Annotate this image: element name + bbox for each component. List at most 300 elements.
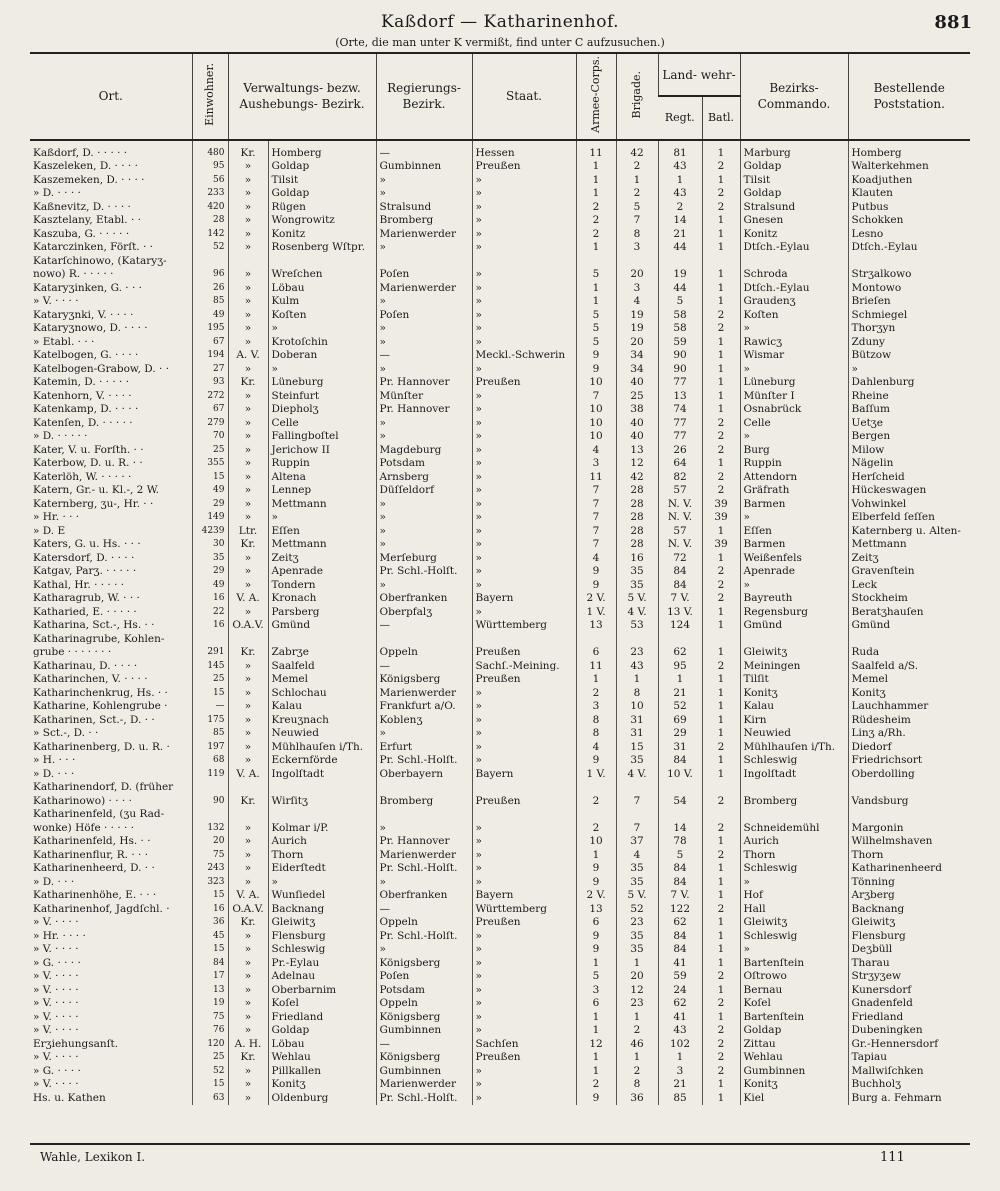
einwohner-cell: 90	[192, 795, 228, 809]
table-row	[30, 295, 970, 309]
armee-cell: 11	[576, 471, 616, 485]
bezirk-cell: Lennep	[268, 484, 376, 498]
table-row	[30, 781, 970, 795]
poststation-cell: Arʒberg	[848, 889, 970, 903]
regt-cell: 21	[658, 1078, 702, 1092]
ort-cell: » G. · · · ·	[33, 1064, 81, 1077]
bezirk-cell: »	[268, 322, 376, 336]
brigade-cell: 40	[616, 417, 658, 431]
brigade-cell: 35	[616, 565, 658, 579]
brigade-cell: 31	[616, 727, 658, 741]
poststation-cell: Bergen	[848, 430, 970, 444]
bezirk-type-cell: »	[228, 1024, 268, 1038]
col-einwohner	[192, 53, 228, 140]
bezirk-type-cell: »	[228, 687, 268, 701]
brigade-cell	[616, 255, 658, 269]
einwohner-cell: 272	[192, 390, 228, 404]
armee-cell: 7	[576, 484, 616, 498]
staat-cell: »	[472, 822, 576, 836]
regierung-cell	[376, 255, 472, 269]
table-row	[30, 228, 970, 242]
regierung-cell: Arnsberg	[376, 471, 472, 485]
staat-cell: Württemberg	[472, 903, 576, 917]
regt-cell: 77	[658, 376, 702, 390]
staat-cell	[472, 633, 576, 647]
bezirk-cell: »	[268, 876, 376, 890]
ort-cell: Kaßnevitz, D. · · · ·	[33, 200, 131, 213]
bezirk-type-cell: »	[228, 511, 268, 525]
staat-cell: Preußen	[472, 1051, 576, 1065]
commando-cell: Kiel	[740, 1092, 848, 1106]
commando-cell: »	[740, 363, 848, 377]
commando-cell: Barmen	[740, 498, 848, 512]
commando-cell: Thorn	[740, 849, 848, 863]
commando-cell	[740, 781, 848, 795]
armee-cell: 11	[576, 140, 616, 161]
regt-cell: 82	[658, 471, 702, 485]
ort-cell: Katharinenhof, Jagdſchl. ·	[33, 902, 170, 915]
poststation-cell: Katharinenheerd	[848, 862, 970, 876]
poststation-cell: Oberdolling	[848, 768, 970, 782]
batl-cell: 2	[702, 1065, 740, 1079]
poststation-cell: Bützow	[848, 349, 970, 363]
table-row	[30, 1038, 970, 1052]
bezirk-type-cell: »	[228, 957, 268, 971]
bezirk-type-cell: »	[228, 876, 268, 890]
bezirk-type-cell: »	[228, 1078, 268, 1092]
regierung-cell: Oppeln	[376, 997, 472, 1011]
regt-cell: 62	[658, 997, 702, 1011]
batl-cell: 1	[702, 241, 740, 255]
bezirk-cell: Altena	[268, 471, 376, 485]
bezirk-cell: Wirſitʒ	[268, 795, 376, 809]
ort-cell: Kaszeleken, D. · · · ·	[33, 160, 138, 173]
poststation-cell: Schmiegel	[848, 309, 970, 323]
ort-cell: » H. · · ·	[33, 754, 76, 767]
bezirk-cell: Zeitʒ	[268, 552, 376, 566]
table-row	[30, 1051, 970, 1065]
staat-cell: »	[472, 1011, 576, 1025]
regt-cell: 1	[658, 174, 702, 188]
table-row	[30, 660, 970, 674]
bezirk-cell: Lüneburg	[268, 376, 376, 390]
brigade-cell: 10	[616, 700, 658, 714]
poststation-cell: Strʒalkowo	[848, 268, 970, 282]
armee-cell: 2	[576, 687, 616, 701]
batl-cell: 1	[702, 174, 740, 188]
ort-cell: Katharinowo) · · · ·	[33, 794, 132, 807]
table-row	[30, 1092, 970, 1106]
einwohner-cell: 16	[192, 903, 228, 917]
einwohner-cell: 15	[192, 889, 228, 903]
regt-cell: N. V.	[658, 538, 702, 552]
bezirk-cell: Löbau	[268, 1038, 376, 1052]
einwohner-cell: 4239	[192, 525, 228, 539]
armee-cell: 9	[576, 876, 616, 890]
ort-cell: » Hr. · · · ·	[33, 929, 86, 942]
brigade-cell: 5 V.	[616, 889, 658, 903]
ort-cell: Katarſchinowo, (Kataryʒ-	[33, 254, 167, 267]
col-brigade	[616, 53, 658, 140]
staat-cell: »	[472, 363, 576, 377]
einwohner-cell: 19	[192, 997, 228, 1011]
armee-cell: 6	[576, 916, 616, 930]
armee-cell: 6	[576, 997, 616, 1011]
regierung-cell: Pr. Schl.-Holſt.	[376, 930, 472, 944]
einwohner-cell: 93	[192, 376, 228, 390]
col-einwohner-label: Einwohner.	[203, 62, 216, 126]
regt-cell: 90	[658, 349, 702, 363]
bezirk-cell: Konitʒ	[268, 1078, 376, 1092]
regt-cell: 1	[658, 1051, 702, 1065]
regt-cell: 84	[658, 565, 702, 579]
bezirk-type-cell: »	[228, 498, 268, 512]
batl-cell: 1	[702, 862, 740, 876]
regierung-cell	[376, 781, 472, 795]
regierung-cell: Gumbinnen	[376, 1024, 472, 1038]
einwohner-cell: 95	[192, 160, 228, 174]
bezirk-cell: Aurich	[268, 835, 376, 849]
einwohner-cell: 75	[192, 1011, 228, 1025]
batl-cell: 1	[702, 957, 740, 971]
bezirk-cell: Oberbarnim	[268, 984, 376, 998]
staat-cell: »	[472, 444, 576, 458]
bezirk-type-cell: »	[228, 214, 268, 228]
bezirk-type-cell: V. A.	[228, 768, 268, 782]
armee-cell: 4	[576, 444, 616, 458]
regierung-cell: Königsberg	[376, 1011, 472, 1025]
bezirk-cell: Backnang	[268, 903, 376, 917]
armee-cell: 8	[576, 727, 616, 741]
batl-cell: 1	[702, 525, 740, 539]
regt-cell: 29	[658, 727, 702, 741]
regt-cell	[658, 781, 702, 795]
bezirk-cell: Goldap	[268, 160, 376, 174]
einwohner-cell: 26	[192, 282, 228, 296]
staat-cell: Preußen	[472, 673, 576, 687]
armee-cell: 9	[576, 363, 616, 377]
page-title: Kaßdorf — Katharinenhof.	[380, 12, 620, 32]
batl-cell: 2	[702, 903, 740, 917]
staat-cell: Sachſen	[472, 1038, 576, 1052]
einwohner-cell: 52	[192, 1065, 228, 1079]
commando-cell: Tilſit	[740, 673, 848, 687]
armee-cell: 9	[576, 565, 616, 579]
col-bezirks: Bezirks- Commando.	[740, 53, 848, 140]
ort-cell: » Etabl. · · ·	[33, 335, 95, 348]
bezirk-cell: Rügen	[268, 201, 376, 215]
einwohner-cell: 120	[192, 1038, 228, 1052]
bezirk-type-cell: Kr.	[228, 1051, 268, 1065]
einwohner-cell: 22	[192, 606, 228, 620]
regierung-cell: Königsberg	[376, 1051, 472, 1065]
bezirk-type-cell: »	[228, 201, 268, 215]
einwohner-cell: 25	[192, 673, 228, 687]
table-row	[30, 579, 970, 593]
poststation-cell: Putbus	[848, 201, 970, 215]
bezirk-type-cell: »	[228, 943, 268, 957]
table-row	[30, 1078, 970, 1092]
regierung-cell: Frankfurt a/O.	[376, 700, 472, 714]
poststation-cell: Katernberg u. Alten-	[848, 525, 970, 539]
bezirk-type-cell: »	[228, 187, 268, 201]
staat-cell: »	[472, 700, 576, 714]
staat-cell: Sachſ.-Meining.	[472, 660, 576, 674]
ort-cell: Katharinendorf, D. (früher	[33, 781, 174, 794]
regierung-cell: Königsberg	[376, 673, 472, 687]
einwohner-cell: 194	[192, 349, 228, 363]
regt-cell: 78	[658, 835, 702, 849]
table-row	[30, 525, 970, 539]
staat-cell: »	[472, 876, 576, 890]
commando-cell: Regensburg	[740, 606, 848, 620]
ort-cell: Kathal, Hr. · · · · ·	[33, 578, 125, 591]
regt-cell: N. V.	[658, 498, 702, 512]
bezirk-type-cell: Kr.	[228, 646, 268, 660]
staat-cell: »	[472, 997, 576, 1011]
poststation-cell	[848, 781, 970, 795]
table-row	[30, 174, 970, 188]
regt-cell: 77	[658, 430, 702, 444]
poststation-cell: Rheine	[848, 390, 970, 404]
regt-cell: 43	[658, 187, 702, 201]
regierung-cell: Marienwerder	[376, 1078, 472, 1092]
brigade-cell: 8	[616, 228, 658, 242]
einwohner-cell: 15	[192, 1078, 228, 1092]
poststation-cell: Konitʒ	[848, 687, 970, 701]
bezirk-cell: Wongrowitz	[268, 214, 376, 228]
poststation-cell: Gmünd	[848, 619, 970, 633]
col-regt: Regt.	[658, 96, 702, 139]
bezirk-type-cell	[228, 781, 268, 795]
poststation-cell: Elberfeld ſeſſen	[848, 511, 970, 525]
armee-cell: 2	[576, 822, 616, 836]
register-table	[30, 52, 970, 1105]
poststation-cell	[848, 808, 970, 822]
ort-cell: Kataryʒinken, G. · · ·	[33, 281, 142, 294]
armee-cell: 9	[576, 1092, 616, 1106]
table-row	[30, 970, 970, 984]
poststation-cell: Friedrichsort	[848, 754, 970, 768]
regt-cell: 52	[658, 700, 702, 714]
brigade-cell: 4 V.	[616, 768, 658, 782]
bezirk-cell: Apenrade	[268, 565, 376, 579]
table-row	[30, 862, 970, 876]
poststation-cell: Vohwinkel	[848, 498, 970, 512]
einwohner-cell: 17	[192, 970, 228, 984]
table-row	[30, 687, 970, 701]
regt-cell: 59	[658, 336, 702, 350]
batl-cell: 1	[702, 363, 740, 377]
commando-cell: Gmünd	[740, 619, 848, 633]
bezirk-type-cell: »	[228, 282, 268, 296]
commando-cell: Goldap	[740, 187, 848, 201]
einwohner-cell: 76	[192, 1024, 228, 1038]
brigade-cell: 7	[616, 822, 658, 836]
einwohner-cell	[192, 633, 228, 647]
regt-cell: 124	[658, 619, 702, 633]
regt-cell: 85	[658, 1092, 702, 1106]
regt-cell: 41	[658, 1011, 702, 1025]
staat-cell: »	[472, 457, 576, 471]
poststation-cell: Diedorf	[848, 741, 970, 755]
commando-cell: Hall	[740, 903, 848, 917]
brigade-cell	[616, 781, 658, 795]
regierung-cell: Oberbayern	[376, 768, 472, 782]
ort-cell: » D. E	[33, 524, 66, 537]
bezirk-type-cell: »	[228, 714, 268, 728]
regierung-cell: »	[376, 241, 472, 255]
batl-cell: 2	[702, 795, 740, 809]
bezirk-cell: Löbau	[268, 282, 376, 296]
batl-cell: 2	[702, 741, 740, 755]
regt-cell: 5	[658, 295, 702, 309]
einwohner-cell: 175	[192, 714, 228, 728]
brigade-cell: 20	[616, 336, 658, 350]
brigade-cell: 8	[616, 687, 658, 701]
ort-cell: Katharine, Kohlengrube ·	[33, 700, 168, 713]
bezirk-cell: Homberg	[268, 140, 376, 161]
regt-cell: 84	[658, 579, 702, 593]
ort-cell: nowo) R. · · · · ·	[33, 268, 114, 281]
poststation-cell: Saalfeld a/S.	[848, 660, 970, 674]
ort-cell: Kaßdorf, D. · · · · ·	[33, 146, 128, 159]
brigade-cell: 5 V.	[616, 592, 658, 606]
ort-cell: Katelbogen-Grabow, D. · ·	[33, 362, 170, 375]
commando-cell: Mühlhauſen i/Th.	[740, 741, 848, 755]
table-row	[30, 471, 970, 485]
poststation-cell: Memel	[848, 673, 970, 687]
commando-cell: Goldap	[740, 160, 848, 174]
batl-cell: 2	[702, 970, 740, 984]
batl-cell: 39	[702, 538, 740, 552]
commando-cell: Konitz	[740, 228, 848, 242]
ort-cell: » V. · · · ·	[33, 983, 79, 996]
table-row	[30, 349, 970, 363]
brigade-cell: 40	[616, 376, 658, 390]
bezirk-cell: Kronach	[268, 592, 376, 606]
bezirk-cell	[268, 633, 376, 647]
poststation-cell: Koadjuthen	[848, 174, 970, 188]
staat-cell: Hessen	[472, 140, 576, 161]
einwohner-cell: 233	[192, 187, 228, 201]
regt-cell: 26	[658, 444, 702, 458]
poststation-cell: Lesno	[848, 228, 970, 242]
regierung-cell: Königsberg	[376, 957, 472, 971]
bezirk-cell: Koſten	[268, 309, 376, 323]
table-row	[30, 214, 970, 228]
batl-cell	[702, 255, 740, 269]
batl-cell: 2	[702, 849, 740, 863]
batl-cell: 1	[702, 268, 740, 282]
armee-cell: 1	[576, 295, 616, 309]
armee-cell: 4	[576, 552, 616, 566]
commando-cell: Münſter I	[740, 390, 848, 404]
batl-cell: 1	[702, 916, 740, 930]
batl-cell: 1	[702, 754, 740, 768]
regt-cell: N. V.	[658, 511, 702, 525]
batl-cell: 1	[702, 984, 740, 998]
armee-cell: 1	[576, 1011, 616, 1025]
regt-cell: 57	[658, 484, 702, 498]
brigade-cell: 1	[616, 174, 658, 188]
bezirk-type-cell: »	[228, 484, 268, 498]
poststation-cell: Klauten	[848, 187, 970, 201]
table-row	[30, 673, 970, 687]
armee-cell: 10	[576, 835, 616, 849]
bezirk-cell: Ingolſtadt	[268, 768, 376, 782]
staat-cell: Bayern	[472, 889, 576, 903]
batl-cell: 2	[702, 187, 740, 201]
bezirk-cell: Flensburg	[268, 930, 376, 944]
bezirk-type-cell: »	[228, 1065, 268, 1079]
staat-cell: »	[472, 1065, 576, 1079]
einwohner-cell: 15	[192, 943, 228, 957]
regierung-cell: »	[376, 187, 472, 201]
armee-cell: 1	[576, 849, 616, 863]
ort-cell: Katharinenfeld, (ʒu Rad-	[33, 808, 165, 821]
brigade-cell: 1	[616, 1011, 658, 1025]
batl-cell: 1	[702, 1011, 740, 1025]
commando-cell: »	[740, 322, 848, 336]
staat-cell: »	[472, 241, 576, 255]
poststation-cell: Baſſum	[848, 403, 970, 417]
ort-cell: » V. · · · ·	[33, 295, 79, 308]
regierung-cell: Bromberg	[376, 795, 472, 809]
bezirk-type-cell	[228, 633, 268, 647]
poststation-cell	[848, 255, 970, 269]
table-row	[30, 714, 970, 728]
armee-cell: 9	[576, 349, 616, 363]
brigade-cell: 42	[616, 471, 658, 485]
brigade-cell: 12	[616, 457, 658, 471]
commando-cell: Koſten	[740, 309, 848, 323]
staat-cell: »	[472, 862, 576, 876]
poststation-cell: Mettmann	[848, 538, 970, 552]
bezirk-cell: Adelnau	[268, 970, 376, 984]
ort-cell: » Sct.-, D. · ·	[33, 727, 99, 740]
regierung-cell: Magdeburg	[376, 444, 472, 458]
staat-cell: »	[472, 1092, 576, 1106]
armee-cell: 7	[576, 498, 616, 512]
batl-cell: 1	[702, 228, 740, 242]
poststation-cell: Backnang	[848, 903, 970, 917]
commando-cell: Aurich	[740, 835, 848, 849]
batl-cell: 1	[702, 457, 740, 471]
table-row	[30, 403, 970, 417]
poststation-cell: »	[848, 363, 970, 377]
regierung-cell: Poſen	[376, 309, 472, 323]
table-row	[30, 768, 970, 782]
commando-cell: Gnesen	[740, 214, 848, 228]
regt-cell: 58	[658, 322, 702, 336]
brigade-cell: 2	[616, 160, 658, 174]
regierung-cell: Marienwerder	[376, 687, 472, 701]
regierung-cell: »	[376, 511, 472, 525]
batl-cell: 2	[702, 565, 740, 579]
batl-cell: 2	[702, 471, 740, 485]
armee-cell: 8	[576, 714, 616, 728]
regt-cell: 10 V.	[658, 768, 702, 782]
ort-cell: Kataryʒnki, V. · · · ·	[33, 308, 134, 321]
table-row	[30, 916, 970, 930]
staat-cell: »	[472, 538, 576, 552]
ort-cell: Katerbow, D. u. R. · ·	[33, 457, 143, 470]
armee-cell: 2	[576, 1078, 616, 1092]
armee-cell: 1	[576, 673, 616, 687]
regierung-cell: Merſeburg	[376, 552, 472, 566]
poststation-cell: Brieſen	[848, 295, 970, 309]
